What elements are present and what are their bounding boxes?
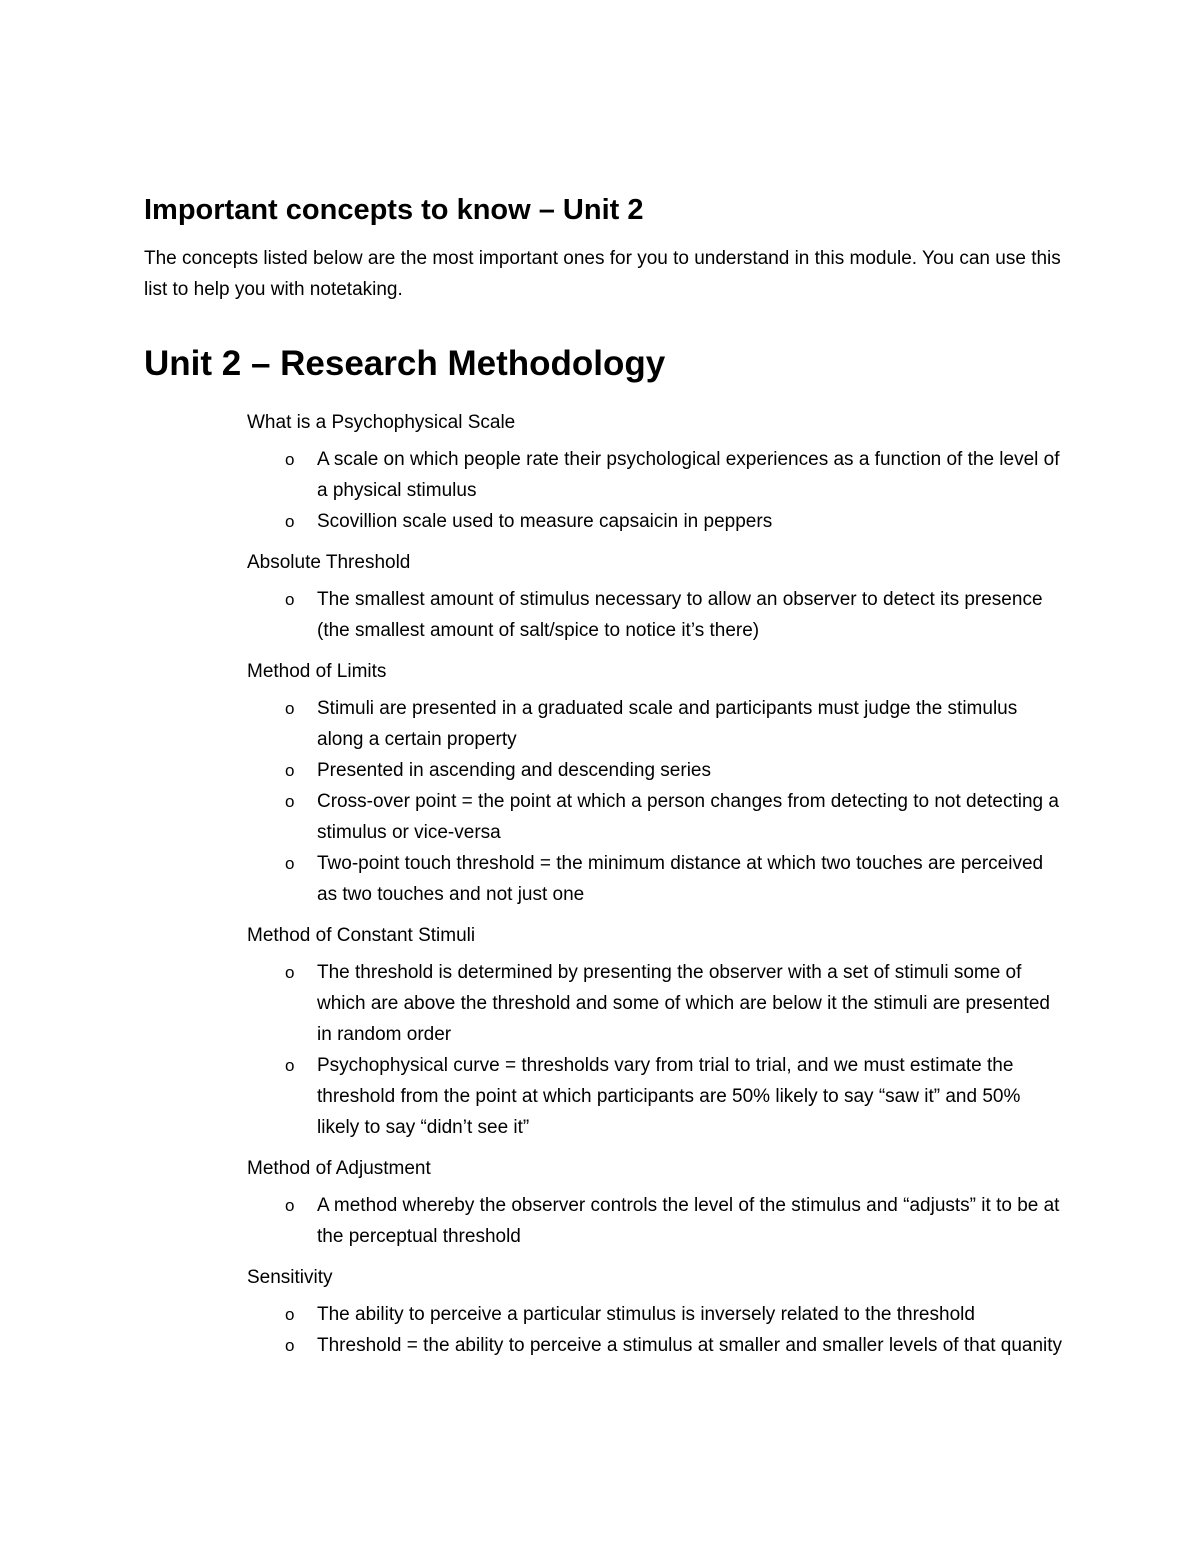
bullet-text: The smallest amount of stimulus necessary to allow an observer to detect its presence (the smallest amount of salt/spice to notice it’s there) — [317, 589, 1043, 641]
bullet-marker-icon: o — [285, 512, 295, 531]
bullet-item — [247, 693, 1067, 755]
concept-term: Absolute Threshold — [247, 552, 411, 573]
bullet-item — [247, 584, 1067, 646]
concept-term: What is a Psychophysical Scale — [247, 412, 516, 433]
intro-paragraph: The concepts listed below are the most important ones for you to understand in this module. You can use this list to help you with notetaking. — [144, 248, 1061, 300]
bullet-list — [247, 444, 1067, 537]
bullet-list — [247, 584, 1067, 646]
bullet-list — [247, 693, 1067, 910]
bullet-marker-icon: o — [285, 1305, 295, 1324]
bullet-item — [247, 1190, 1067, 1252]
concept-term: Method of Constant Stimuli — [247, 925, 476, 946]
concept-block — [247, 407, 1067, 537]
bullet-marker-icon: o — [285, 792, 295, 811]
bullet-text: Stimuli are presented in a graduated scale and participants must judge the stimulus along a certain property — [317, 698, 1018, 750]
bullet-marker-icon: o — [285, 699, 295, 718]
bullet-marker-icon: o — [285, 450, 295, 469]
concept-block — [247, 920, 1067, 1143]
bullet-marker-icon: o — [285, 854, 295, 873]
bullet-text: Scovillion scale used to measure capsaicin in peppers — [317, 511, 773, 532]
bullet-marker-icon: o — [285, 1196, 295, 1215]
section-title: Unit 2 – Research Methodology — [144, 344, 666, 383]
bullet-text: Presented in ascending and descending series — [317, 760, 711, 781]
bullet-item — [247, 755, 1067, 786]
bullet-text: Threshold = the ability to perceive a stimulus at smaller and smaller levels of that quanity — [317, 1335, 1063, 1356]
concept-term: Method of Adjustment — [247, 1158, 431, 1179]
bullet-text: Two-point touch threshold = the minimum distance at which two touches are perceived as two touches and not just one — [317, 853, 1044, 905]
document-title: Important concepts to know – Unit 2 — [144, 194, 644, 226]
bullet-text: Cross-over point = the point at which a person changes from detecting to not detecting a stimulus or vice-versa — [317, 791, 1059, 843]
bullet-list — [247, 957, 1067, 1143]
bullet-item — [247, 506, 1067, 537]
concept-block — [247, 547, 1067, 646]
bullet-marker-icon: o — [285, 761, 295, 780]
bullet-item — [247, 1299, 1067, 1330]
bullet-item — [247, 1050, 1067, 1143]
concept-term: Sensitivity — [247, 1267, 333, 1288]
bullet-item — [247, 848, 1067, 910]
bullet-text: The ability to perceive a particular stimulus is inversely related to the threshold — [317, 1304, 975, 1325]
bullet-item — [247, 444, 1067, 506]
bullet-marker-icon: o — [285, 963, 295, 982]
concept-list — [247, 407, 1067, 1371]
bullet-marker-icon: o — [285, 1056, 295, 1075]
bullet-item — [247, 786, 1067, 848]
bullet-marker-icon: o — [285, 590, 295, 609]
concept-block — [247, 656, 1067, 910]
bullet-list — [247, 1299, 1067, 1361]
concept-block — [247, 1262, 1067, 1361]
bullet-list — [247, 1190, 1067, 1252]
bullet-item — [247, 1330, 1067, 1361]
concept-term: Method of Limits — [247, 661, 387, 682]
bullet-text: The threshold is determined by presenting the observer with a set of stimuli some of which are above the threshold and some of which are below it the stimuli are presented in random order — [317, 962, 1050, 1045]
bullet-item — [247, 957, 1067, 1050]
bullet-text: A method whereby the observer controls the level of the stimulus and “adjusts” it to be at the perceptual threshold — [317, 1195, 1060, 1247]
bullet-marker-icon: o — [285, 1336, 295, 1355]
concept-block — [247, 1153, 1067, 1252]
bullet-text: A scale on which people rate their psychological experiences as a function of the level of a physical stimulus — [317, 449, 1060, 501]
bullet-text: Psychophysical curve = thresholds vary from trial to trial, and we must estimate the threshold from the point at which participants are 50% likely to say “saw it” and 50% likely to say “didn’t see it” — [317, 1055, 1021, 1138]
